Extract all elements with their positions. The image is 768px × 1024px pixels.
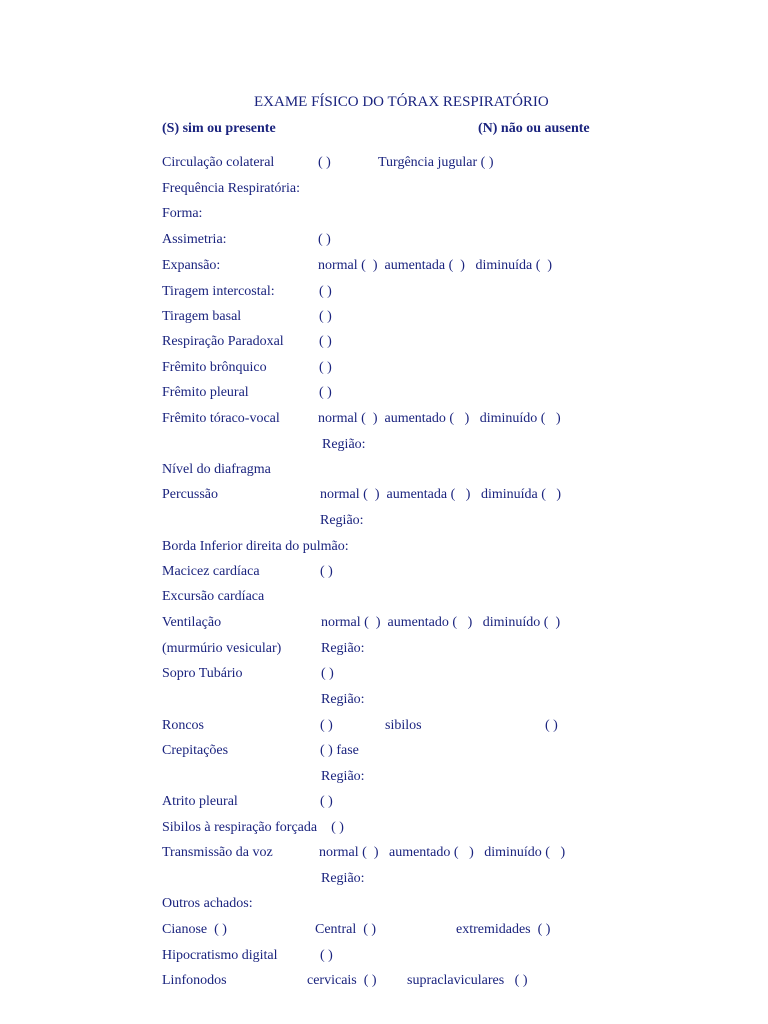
label-circulacao-colateral: Circulação colateral xyxy=(162,155,275,170)
checkbox-crepitacoes: ( ) fase xyxy=(320,743,359,758)
label-nivel-diafragma: Nível do diafragma xyxy=(162,462,271,477)
label-fremito-toraco-vocal: Frêmito tóraco-vocal xyxy=(162,411,280,426)
label-ventilacao: Ventilação xyxy=(162,615,222,630)
label-respiracao-paradoxal: Respiração Paradoxal xyxy=(162,334,284,349)
label-turgencia-jugular: Turgência jugular ( ) xyxy=(378,155,494,170)
label-regiao: Região: xyxy=(321,641,365,656)
checkbox-tiragem-intercostal: ( ) xyxy=(319,284,332,299)
label-crepitacoes: Crepitações xyxy=(162,743,229,758)
checkbox-sibilos: ( ) xyxy=(545,718,558,733)
options-fremito-toraco-vocal: normal ( ) aumentado ( ) diminuído ( ) xyxy=(318,411,561,426)
label-regiao: Região: xyxy=(320,513,364,528)
label-percussao: Percussão xyxy=(162,487,218,502)
label-macicez-cardiaca: Macicez cardíaca xyxy=(162,564,260,579)
label-atrito-pleural: Atrito pleural xyxy=(162,794,238,809)
label-tiragem-basal: Tiragem basal xyxy=(162,309,242,324)
label-frequencia-respiratoria: Frequência Respiratória: xyxy=(162,181,301,196)
options-transmissao-voz: normal ( ) aumentado ( ) diminuído ( ) xyxy=(319,845,566,860)
label-roncos: Roncos xyxy=(162,718,204,733)
label-tiragem-intercostal: Tiragem intercostal: xyxy=(162,284,275,299)
label-sopro-tubario: Sopro Tubário xyxy=(162,666,243,681)
checkbox-roncos: ( ) xyxy=(320,718,333,733)
checkbox-fremito-bronquico: ( ) xyxy=(319,360,332,375)
label-fremito-pleural: Frêmito pleural xyxy=(162,385,249,400)
options-ventilacao: normal ( ) aumentado ( ) diminuído ( ) xyxy=(321,615,561,630)
label-central: Central ( ) xyxy=(315,922,377,937)
label-cianose: Cianose ( ) xyxy=(162,922,227,937)
checkbox-assimetria: ( ) xyxy=(318,232,331,247)
checkbox-tiragem-basal: ( ) xyxy=(319,309,332,324)
checkbox-circulacao-colateral: ( ) xyxy=(318,155,331,170)
label-extremidades: extremidades ( ) xyxy=(456,922,551,937)
label-excursao-cardiaca: Excursão cardíaca xyxy=(162,589,265,604)
label-forma: Forma: xyxy=(162,206,203,221)
checkbox-macicez-cardiaca: ( ) xyxy=(320,564,333,579)
label-regiao: Região: xyxy=(321,769,365,784)
options-percussao: normal ( ) aumentada ( ) diminuída ( ) xyxy=(320,487,562,502)
label-cervicais: cervicais ( ) xyxy=(307,973,377,988)
checkbox-hipocratismo-digital: ( ) xyxy=(320,948,333,963)
label-outros-achados: Outros achados: xyxy=(162,896,253,911)
page-title: EXAME FÍSICO DO TÓRAX RESPIRATÓRIO xyxy=(254,94,549,110)
label-linfonodos: Linfonodos xyxy=(162,973,227,988)
label-regiao: Região: xyxy=(321,871,365,886)
label-murmurio-vesicular: (murmúrio vesicular) xyxy=(162,641,282,656)
label-regiao: Região: xyxy=(321,692,365,707)
checkbox-fremito-pleural: ( ) xyxy=(319,385,332,400)
legend-yes: (S) sim ou presente xyxy=(162,121,276,136)
legend-no: (N) não ou ausente xyxy=(478,121,590,136)
label-sibilos-respiracao-forcada: Sibilos à respiração forçada ( ) xyxy=(162,820,344,835)
label-borda-inferior: Borda Inferior direita do pulmão: xyxy=(162,539,349,554)
label-supraclaviculares: supraclaviculares ( ) xyxy=(407,973,528,988)
label-assimetria: Assimetria: xyxy=(162,232,227,247)
label-transmissao-voz: Transmissão da voz xyxy=(162,845,273,860)
label-expansao: Expansão: xyxy=(162,258,221,273)
label-fremito-bronquico: Frêmito brônquico xyxy=(162,360,267,375)
options-expansao: normal ( ) aumentada ( ) diminuída ( ) xyxy=(318,258,553,273)
label-hipocratismo-digital: Hipocratismo digital xyxy=(162,948,278,963)
label-sibilos: sibilos xyxy=(385,718,422,733)
checkbox-respiracao-paradoxal: ( ) xyxy=(319,334,332,349)
checkbox-atrito-pleural: ( ) xyxy=(320,794,333,809)
label-regiao: Região: xyxy=(322,437,366,452)
checkbox-sopro-tubario: ( ) xyxy=(321,666,334,681)
